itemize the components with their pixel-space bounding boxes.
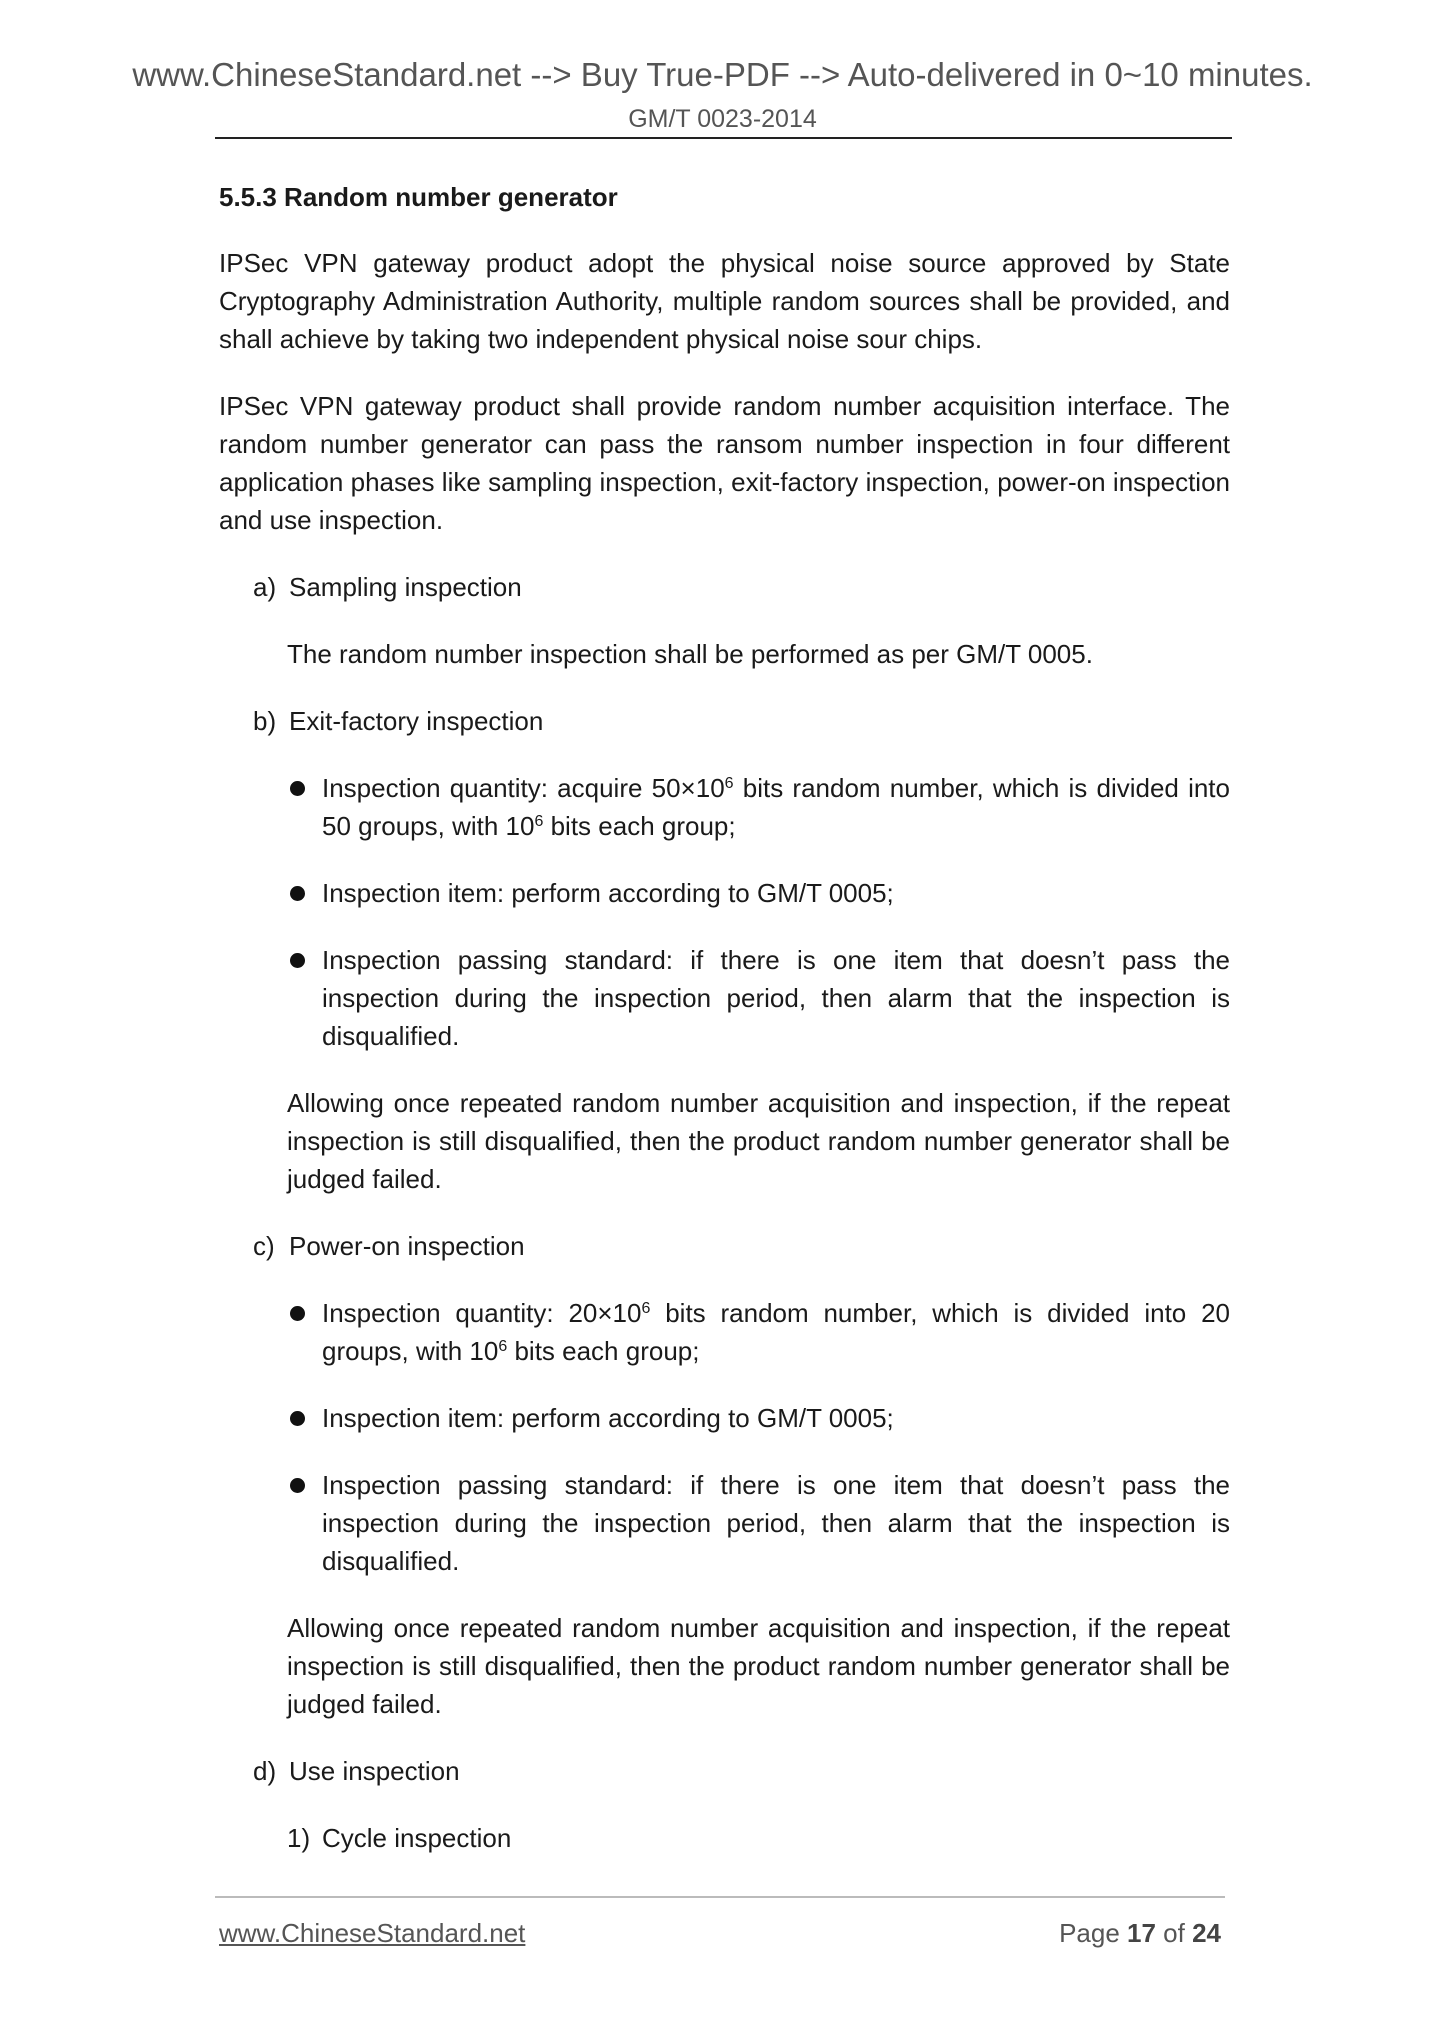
list-item-power-on: [219, 1227, 1230, 1265]
numbered-label: Cycle inspection: [322, 1823, 512, 1853]
footer-website-link[interactable]: www.ChineseStandard.net: [219, 1918, 526, 1948]
list-label: Use inspection: [289, 1756, 460, 1786]
page-body: [219, 178, 1230, 1886]
bullet-item: [287, 1399, 1230, 1437]
list-label: Exit-factory inspection: [289, 706, 544, 736]
numbered-marker: 1): [287, 1823, 311, 1853]
list-marker: a): [253, 572, 277, 602]
sampling-text: The random number inspection shall be performed as per GM/T 0005.: [287, 639, 1093, 669]
bullet-text: Inspection item: perform according to GM/T 0005;: [322, 878, 894, 908]
list-label: Power-on inspection: [289, 1231, 525, 1261]
document-code: GM/T 0023-2014: [628, 105, 817, 133]
bullet-text: Inspection passing standard: if there is one item that doesn’t pass the inspection during the inspection period, then alarm that the inspection is disqualified.: [322, 945, 1230, 1051]
total-pages: 24: [1192, 1918, 1221, 1948]
bullet-text: Inspection passing standard: if there is one item that doesn’t pass the inspection during the inspection period, then alarm that the inspection is disqualified.: [322, 1470, 1230, 1576]
bullet-icon: [287, 1294, 322, 1370]
page-number: Page 17 of 24: [1059, 1918, 1221, 1948]
bullet-item: [287, 769, 1230, 845]
list-marker: c): [253, 1231, 275, 1261]
footer-divider: [215, 1896, 1225, 1898]
header-divider: [215, 137, 1232, 139]
bullet-item: [287, 941, 1230, 1055]
bullet-text: Inspection quantity: acquire $50\times 10^6$ bits random number, which is divided into 50 groups, with $10^6$ bits each group;: [322, 773, 1230, 841]
bullet-icon: [287, 941, 322, 1055]
list-label: Sampling inspection: [289, 572, 522, 602]
bullet-item: [287, 874, 1230, 912]
list-marker: b): [253, 706, 277, 736]
header-banner: www.ChineseStandard.net --> Buy True-PDF --> Auto-delivered in 0~10 minutes.: [132, 56, 1313, 93]
section-title: 5.5.3 Random number generator: [219, 182, 618, 212]
bullet-icon: [287, 1399, 322, 1437]
bullet-text: Inspection quantity: $20\times 10^6$ bits random number, which is divided into 20 groups, with $10^6$ bits each group;: [322, 1298, 1230, 1366]
bullet-icon: [287, 769, 322, 845]
paragraph-noise-source: IPSec VPN gateway product adopt the physical noise source approved by State Cryptography Administration Authority, multiple random sources shall be provided, and shall achieve by taking two independent physical noise sour chips.: [219, 248, 1230, 354]
exit-factory-note: Allowing once repeated random number acquisition and inspection, if the repeat inspection is still disqualified, then the product random number generator shall be judged failed.: [287, 1088, 1230, 1194]
bullet-item: [287, 1466, 1230, 1580]
list-item-use: [219, 1752, 1230, 1790]
bullet-icon: [287, 874, 322, 912]
paragraph-acquisition-interface: IPSec VPN gateway product shall provide random number acquisition interface. The random number generator can pass the ransom number inspection in four different application phases like sampling inspection, exit-factory inspection, power-on inspection and use inspection.: [219, 391, 1230, 535]
bullet-text: Inspection item: perform according to GM/T 0005;: [322, 1403, 894, 1433]
current-page: 17: [1127, 1918, 1156, 1948]
bullet-icon: [287, 1466, 322, 1580]
list-item-exit-factory: [219, 702, 1230, 740]
list-item-sampling: [219, 568, 1230, 606]
power-on-note: Allowing once repeated random number acquisition and inspection, if the repeat inspection is still disqualified, then the product random number generator shall be judged failed.: [287, 1613, 1230, 1719]
bullet-item: [287, 1294, 1230, 1370]
numbered-item-cycle: [287, 1819, 1230, 1857]
list-marker: d): [253, 1756, 277, 1786]
